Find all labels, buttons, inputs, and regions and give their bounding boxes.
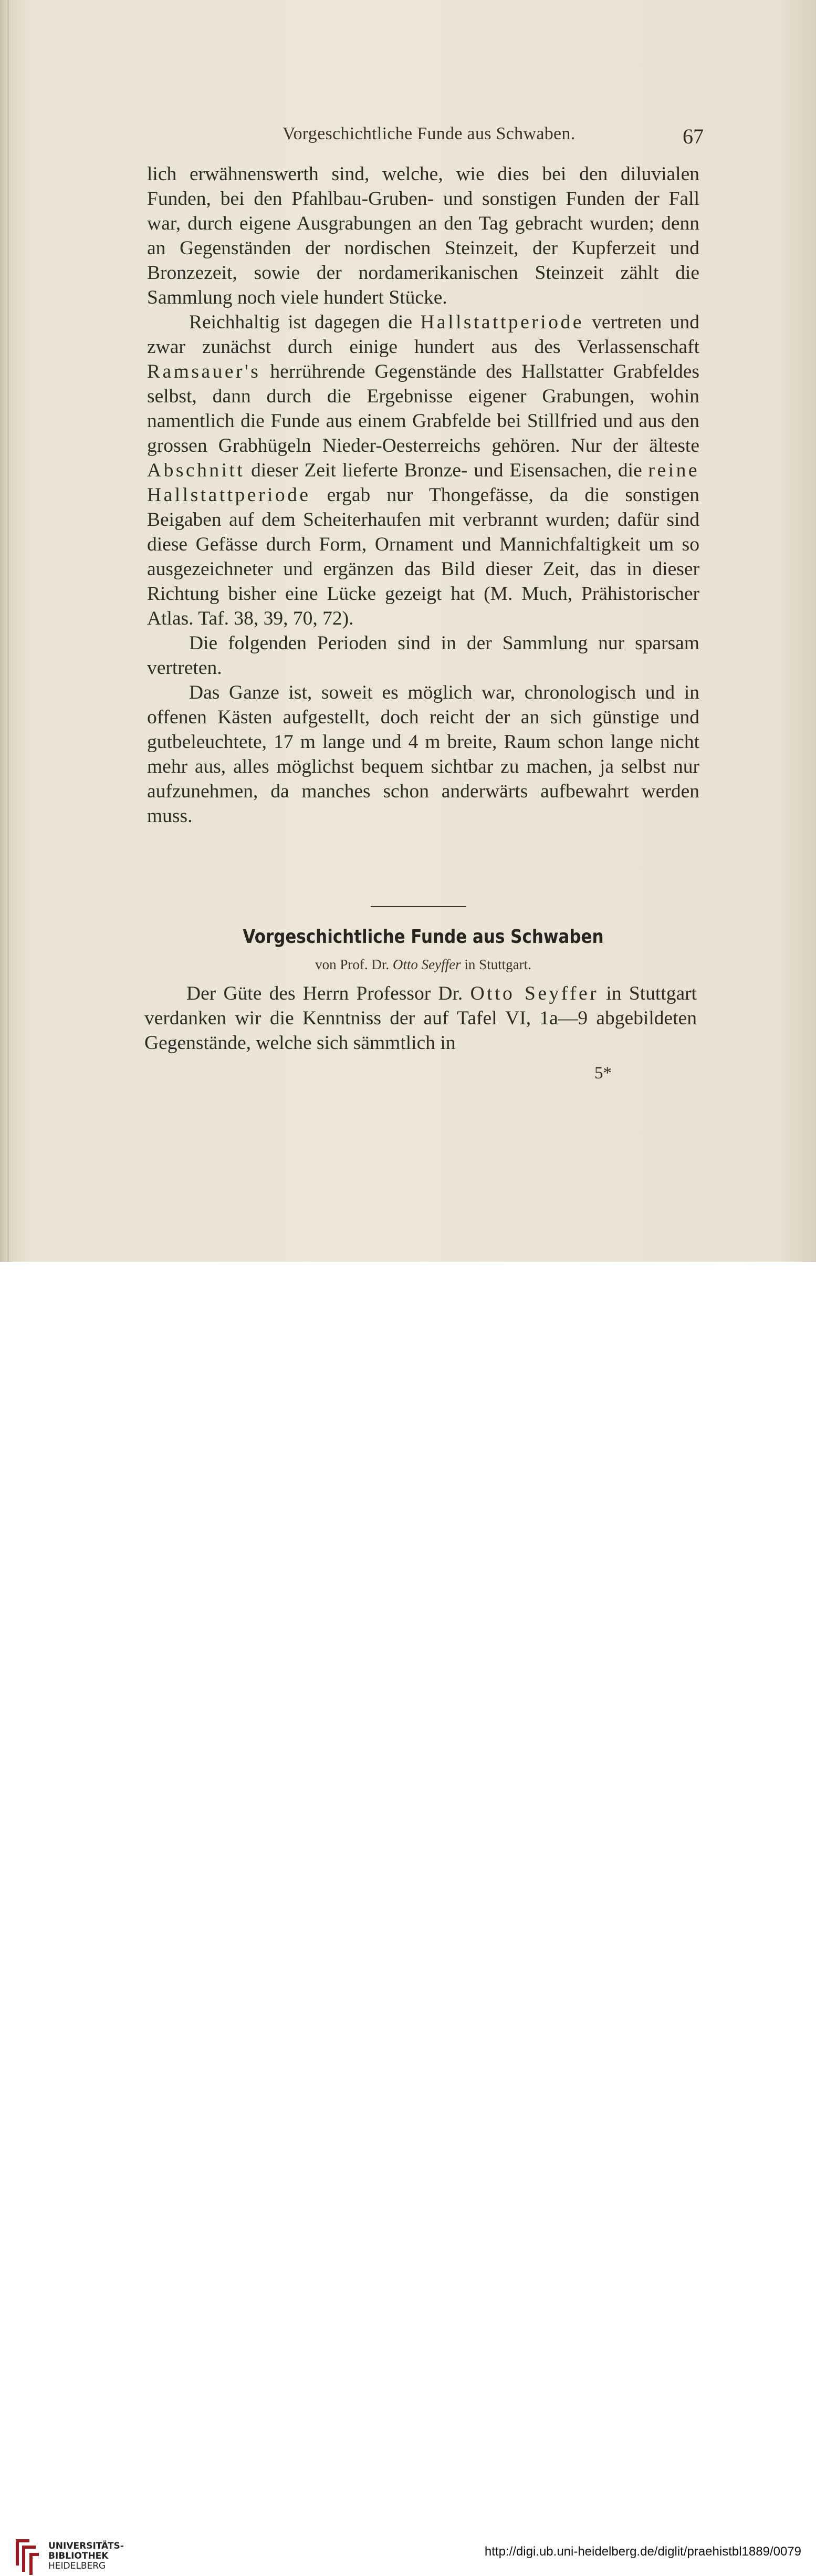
spaced-term: Hallstattperiode [420, 311, 584, 333]
paragraph-2-text: dieser Zeit lieferte Bronze- und Eisensachen, die [245, 460, 648, 481]
paragraph-2-text: vertreten und zwar zunächst durch einige hundert aus des Verlassenschaft [147, 311, 700, 358]
printer-signature: 5* [594, 1064, 612, 1083]
spaced-term: reine Hallstattperiode [147, 460, 699, 506]
library-footer [0, 1262, 816, 2571]
library-name-line: UNIVERSITÄTS- [48, 2541, 124, 2551]
page-header [147, 122, 710, 153]
article-paragraph-1 [144, 981, 697, 1055]
paragraph-2 [147, 310, 699, 631]
section-divider [371, 906, 466, 907]
article-body [144, 981, 697, 1055]
scanned-page [0, 0, 816, 1262]
spaced-term: Otto Seyffer [470, 983, 599, 1004]
byline-prefix: von Prof. Dr. [315, 957, 393, 972]
paragraph-2-text: herrührende Gegenstände des Hallstatter Grabfeldes selbst, dann durch die Ergebnisse eigener Grabungen, wohin namentlich die Funde aus einem Grabfelde bei Stillfried und aus den grossen Grabhügeln Nieder-Oesterreichs gehören. Nur der älteste [147, 361, 699, 456]
source-url-link[interactable]: http://digi.ub.uni-heidelberg.de/diglit/praehistbl1889/0079 [484, 2544, 801, 2559]
byline-author: Otto Seyffer [392, 957, 461, 972]
body-text [147, 162, 699, 828]
paragraph-2-text: Reichhaltig ist dagegen die [189, 311, 421, 333]
byline-suffix: in Stuttgart. [461, 957, 531, 972]
article-text: in Stuttgart verdanken wir die Kenntniss der auf Tafel VI, 1a—9 abgebildeten Gegenstände, welche sich sämmtlich in [144, 983, 697, 1054]
article-text: Der Güte des Herrn Professor Dr. [186, 983, 470, 1004]
paragraph-3: Die folgenden Perioden sind in der Sammlung nur sparsam vertreten. [147, 632, 699, 679]
article-title: Vorgeschichtliche Funde aus Schwaben [243, 926, 604, 948]
spaced-term: Ramsauer's [147, 361, 261, 382]
paragraph-4: Das Ganze ist, soweit es möglich war, chronologisch und in offenen Kästen aufgestellt, doch reicht der an sich günstige und gutbeleuchtete, 17 m lange und 4 m breite, Raum schon lange nicht mehr aus, alles möglichst bequem sichtbar zu machen, ja selbst nur aufzunehmen, da manches schon anderwärts aufbewahrt werden muss. [147, 682, 699, 827]
paragraph-2-text: ergab nur Thongefässe, da die sonstigen Beigaben auf dem Scheiterhaufen mit verbrannt wurden; dafür sind diese Gefässe durch Form, Ornament und Mannichfaltigkeit um so ausgezeichneter und ergänzen das Bild dieser Zeit, das in dieser Richtung bisher eine Lücke gezeigt hat (M. Much, Prähistorischer Atlas. Taf. 38, 39, 70, 72). [147, 484, 699, 629]
running-title: Vorgeschichtliche Funde aus Schwaben. [283, 124, 576, 143]
spaced-term: Abschnitt [147, 460, 245, 481]
library-name [48, 2541, 124, 2571]
page-number: 67 [683, 124, 704, 148]
library-logo-icon [12, 2534, 43, 2576]
article-byline [147, 957, 699, 973]
library-name-line: HEIDELBERG [48, 2561, 106, 2571]
paragraph-1: lich erwähnenswerth sind, welche, wie dies bei den diluvialen Funden, bei den Pfahlbau-Gruben- und sonstigen Funden der Fall war, durch eigene Ausgrabungen an den Tag gebracht wurden; denn an Gegenständen der nordischen Steinzeit, der Kupferzeit und Bronzezeit, sowie der nordamerikanischen Steinzeit zählt die Sammlung noch viele hundert Stücke. [147, 163, 699, 308]
page-fold-shadow [7, 0, 9, 1262]
library-name-line: BIBLIOTHEK [48, 2551, 109, 2561]
